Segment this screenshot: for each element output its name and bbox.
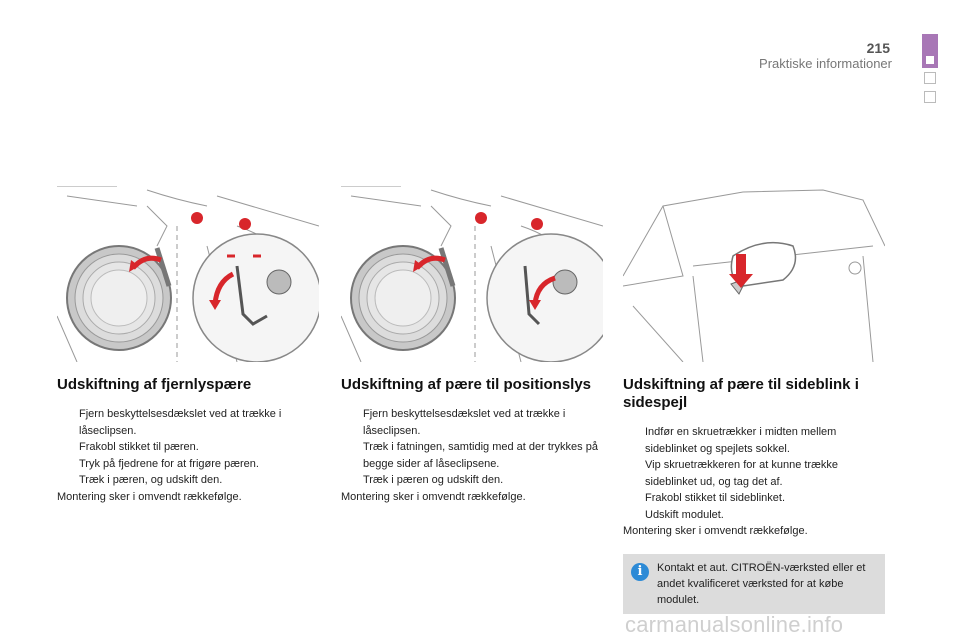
column-heading: Udskiftning af fjernlyspære: [57, 376, 252, 393]
headlamp-cover: [351, 246, 455, 350]
headlamp-illustration-1: [57, 186, 319, 362]
step-text: Træk i pæren, og udskift den.: [79, 474, 223, 486]
side-mirror-illustration: [623, 186, 885, 362]
column-side-mirror: [623, 376, 885, 540]
step-item: [623, 507, 885, 524]
step-text: Træk i fatningen, samtidig med at der trykkes på begge sider af låseclipsene.: [363, 441, 598, 470]
step-item: [341, 406, 603, 439]
watermark: carmanualsonline.info: [625, 612, 844, 637]
tab-empty-1[interactable]: [924, 72, 936, 84]
illustration-high-beam: [57, 186, 319, 362]
step-item: [341, 472, 603, 489]
info-box: [623, 554, 885, 614]
step-item: [57, 456, 319, 473]
step-item: [623, 424, 885, 457]
step-item: [57, 472, 319, 489]
step-text: Træk i pæren og udskift den.: [363, 474, 504, 486]
page-number: 215: [866, 40, 890, 56]
step-text: Frakobl stikket til pæren.: [79, 441, 199, 453]
step-text: Udskift modulet.: [645, 508, 724, 521]
info-text: Kontakt et aut. CITROËN-værksted eller et andet kvalificeret værksted for at købe modulet.: [657, 562, 866, 606]
step-text: Vip skruetrækkeren for at kunne trække sideblinket ud, og tag det af.: [645, 459, 838, 488]
headlamp-illustration-2: [341, 186, 603, 362]
step-text: Fjern beskyttelsesdækslet ved at trække i låseclipsen.: [363, 408, 566, 437]
info-icon: i: [631, 563, 649, 581]
illustration-side-mirror: [623, 186, 885, 362]
step-text: Tryk på fjedrene for at frigøre pæren.: [79, 457, 259, 470]
assembly-note: Montering sker i omvendt rækkefølge.: [341, 490, 526, 503]
illustration-position-light: [341, 186, 603, 362]
assembly-note: Montering sker i omvendt rækkefølge.: [57, 490, 242, 503]
column-position-light: [341, 376, 603, 505]
column-heading: Udskiftning af pære til sideblink i sidespejl: [623, 376, 859, 411]
step-item: [623, 457, 885, 490]
tab-empty-2[interactable]: [924, 91, 936, 103]
section-tab[interactable]: [922, 34, 938, 68]
step-text: Frakobl stikket til sideblinket.: [645, 492, 785, 504]
step-item: [57, 439, 319, 456]
assembly-note: Montering sker i omvendt rækkefølge.: [623, 525, 808, 537]
column-high-beam: [57, 376, 319, 505]
step-item: [623, 490, 885, 507]
step-text: Indfør en skruetrækker i midten mellem sideblinket og spejlets sokkel.: [645, 426, 837, 455]
step-item: [57, 406, 319, 439]
step-item: [341, 439, 603, 472]
section-title: Praktiske informationer: [759, 56, 892, 71]
step-text: Fjern beskyttelsesdækslet ved at trække i låseclipsen.: [79, 408, 282, 437]
column-heading: Udskiftning af pære til positionslys: [341, 376, 592, 393]
headlamp-cover: [67, 246, 171, 350]
tab-marker-icon: [926, 56, 934, 64]
